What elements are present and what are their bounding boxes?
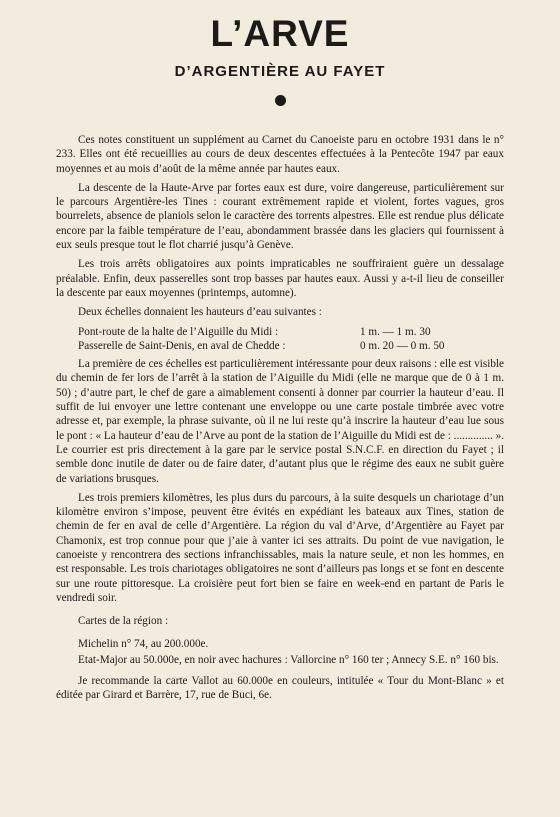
gauge-row [78,339,504,353]
paragraph-haute-arve: La descente de la Haute-Arve par fortes eaux est dure, voire dangereuse, particulièrement sur le parcours Argentière-les Tines : courant extrêmement rapide et violent, fortes vagues, gros bourrelets, absence de planiols selon le caractère des torrents alpestres. Elle est rendue plus délicate encore par la faible température de l’eau, abondamment brassée dans les glaciers qui fournissent à eux seuls presque tout le flot charrié jusqu’à Genève. [56,181,504,252]
gauge-row [78,325,504,339]
gauge-name: Pont-route de la halte de l’Aiguille du Midi : [78,325,279,338]
gauge-value: 1 m. — 1 m. 30 [360,325,431,338]
paragraph-intro: Ces notes constituent un supplément au Carnet du Canoeiste paru en octobre 1931 dans le n° 233. Elles ont été recueillies au cours de deux descentes effectuées à la Pentecôte 1947 par eaux moyennes et au mois d’août de la même année par hautes eaux. [56,134,504,175]
article-body [56,133,504,703]
bullet-ornament-icon [56,93,504,107]
page-title: L’ARVE [210,13,350,54]
maps-heading: Cartes de la région : [78,615,169,628]
gauge-value: 0 m. 20 — 0 m. 50 [360,339,445,352]
paragraph-arrets: Les trois arrêts obligatoires aux points impraticables ne souffriraient guère un dessalage préalable. Enfin, deux passerelles sont trop basses par hautes eaux. Aussi y a-t-il lieu de conseiller la descente par eaux moyennes (printemps, automne). [56,258,504,299]
paragraph-parcours: Les trois premiers kilomètres, les plus durs du parcours, à la suite desquels un chariotage d’un kilomètre environ s’impose, peuvent être évités en expédiant les bateaux aux Tines, station de chemin de fer en aval de celle d’Argentière. La région du val d’Arve, d’Argentière au Fayet par Chamonix, est trop connue pour que j’aie à vanter ici ses attraits. Du point de vue navigation, le canoeiste y rencontrera des sections infranchissables, mais la nature seule, et non les hommes, en est responsable. Les trois chariotages obligatoires ne sont d’ailleurs pas longs et se font en descente sur une route pittoresque. La croisière peut fort bien se faire en week-end en partant de Paris le vendredi soir. [56,491,504,604]
map-vallot: Je recommande la carte Vallot au 60.000e en couleurs, intitulée « Tour du Mont-Blanc » et éditée par Girard et Barrère, 17, rue de Buci, 6e. [56,675,504,702]
map-michelin: Michelin n° 74, au 200.000e. [78,637,209,650]
paragraph-echelles-intro: Deux échelles donnaient les hauteurs d’eau suivantes : [78,306,322,319]
page-subtitle: D’ARGENTIÈRE AU FAYET [174,63,386,80]
gauge-name: Passerelle de Saint-Denis, en aval de Chedde : [78,339,286,352]
map-etat-major: Etat-Major au 50.000e, en noir avec hachures : Vallorcine n° 160 ter ; Annecy S.E. n° 160 bis. [78,653,499,666]
paragraph-premiere-echelle: La première de ces échelles est particulièrement intéressante pour deux raisons : elle est visible du chemin de fer lors de l’arrêt à la station de l’Aiguille du Midi (elle ne marque que de 0 à 1 m. 50) ; d’autre part, le chef de gare a aimablement consenti à donner par courrier la hauteur d’eau. Il suffit de lui envoyer une lettre contenant une enveloppe ou une carte postale timbrée avec votre adresse et, par exemple, la phrase suivante, où il ne lui reste qu’à inscrire la hauteur d’eau lue sous le pont : « La hauteur d’eau de l’Arve au pont de la station de l’Aiguille du Midi est de : .............. ». Le courrier est pris directement à la gare par le service postal S.N.C.F. en direction du Fayet ; il semble donc inutile de dater ou de faire dater, d’autant plus que le régime des eaux ne subit guère de variations brusques. [56,358,504,485]
gauge-list [56,325,504,354]
